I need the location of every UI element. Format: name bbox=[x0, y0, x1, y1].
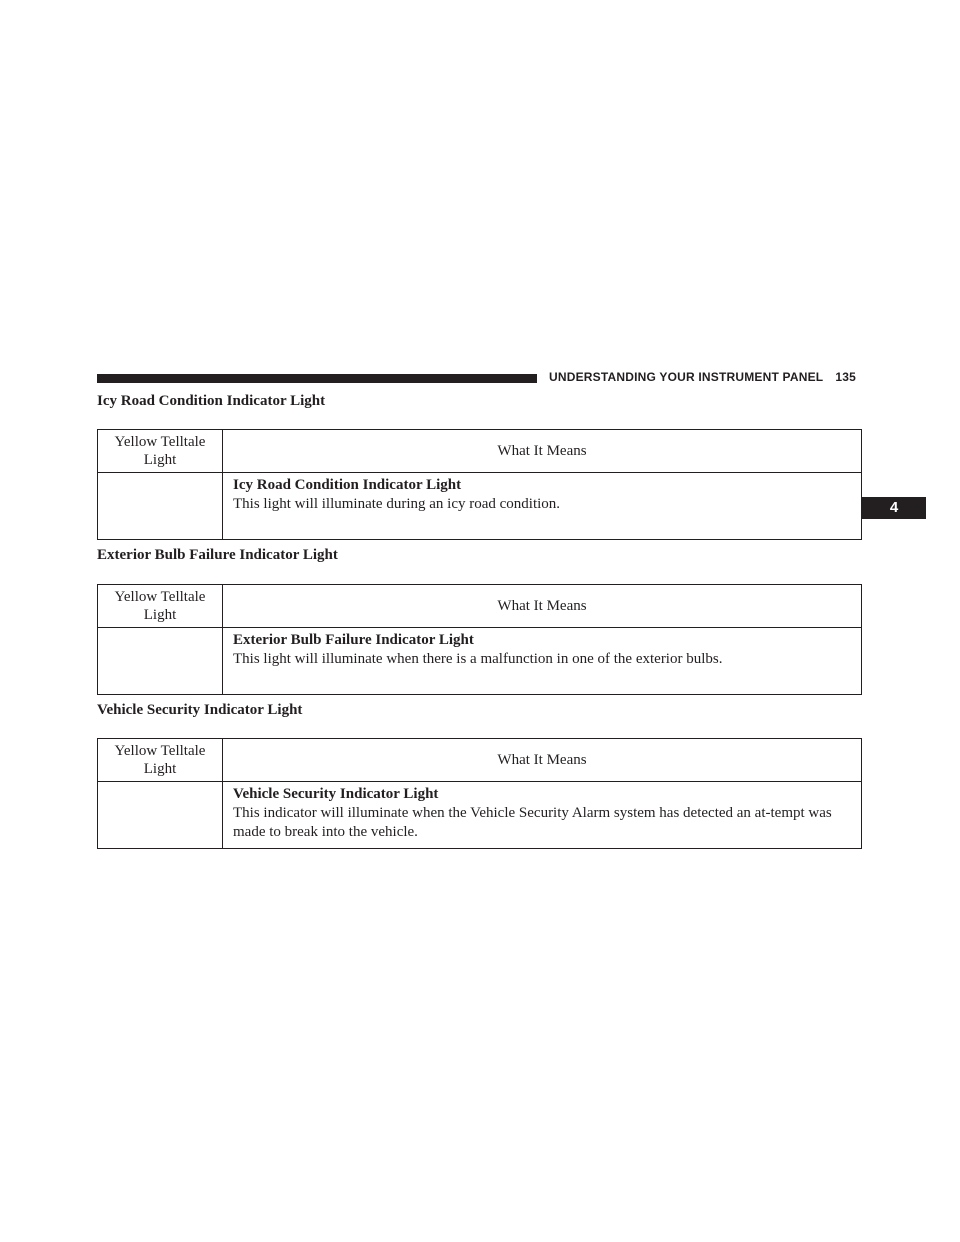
telltale-table-exterior-bulb bbox=[97, 584, 862, 695]
section-title-icy-road: Icy Road Condition Indicator Light bbox=[97, 393, 326, 409]
column-header-light: Yellow Telltale Light bbox=[98, 430, 223, 473]
chapter-tab[interactable]: 4 bbox=[862, 497, 926, 519]
meaning-text: This indicator will illuminate when the Vehicle Security Alarm system has detected an at-tempt was made to break into the vehicle. bbox=[233, 805, 832, 840]
meaning-cell bbox=[223, 473, 862, 540]
meaning-text: This light will illuminate when there is a malfunction in one of the exterior bulbs. bbox=[233, 651, 723, 667]
running-header bbox=[549, 370, 856, 384]
telltale-table-icy-road bbox=[97, 429, 862, 540]
telltale-table-vehicle-security bbox=[97, 738, 862, 849]
telltale-icon-cell bbox=[98, 782, 223, 849]
meaning-title: Icy Road Condition Indicator Light bbox=[233, 477, 462, 493]
meaning-cell bbox=[223, 782, 862, 849]
column-header-light: Yellow Telltale Light bbox=[98, 585, 223, 628]
column-header-light: Yellow Telltale Light bbox=[98, 739, 223, 782]
meaning-title: Vehicle Security Indicator Light bbox=[233, 786, 439, 802]
telltale-icon-cell bbox=[98, 628, 223, 695]
header-section-title: UNDERSTANDING YOUR INSTRUMENT PANEL bbox=[549, 370, 824, 384]
meaning-text: This light will illuminate during an icy road condition. bbox=[233, 496, 561, 512]
header-rule bbox=[97, 374, 537, 383]
meaning-title: Exterior Bulb Failure Indicator Light bbox=[233, 632, 474, 648]
section-title-vehicle-security: Vehicle Security Indicator Light bbox=[97, 702, 303, 718]
section-title-exterior-bulb: Exterior Bulb Failure Indicator Light bbox=[97, 547, 338, 563]
column-header-meaning: What It Means bbox=[223, 585, 862, 628]
meaning-cell bbox=[223, 628, 862, 695]
page-number: 135 bbox=[835, 370, 856, 384]
telltale-icon-cell bbox=[98, 473, 223, 540]
column-header-meaning: What It Means bbox=[223, 739, 862, 782]
column-header-meaning: What It Means bbox=[223, 430, 862, 473]
